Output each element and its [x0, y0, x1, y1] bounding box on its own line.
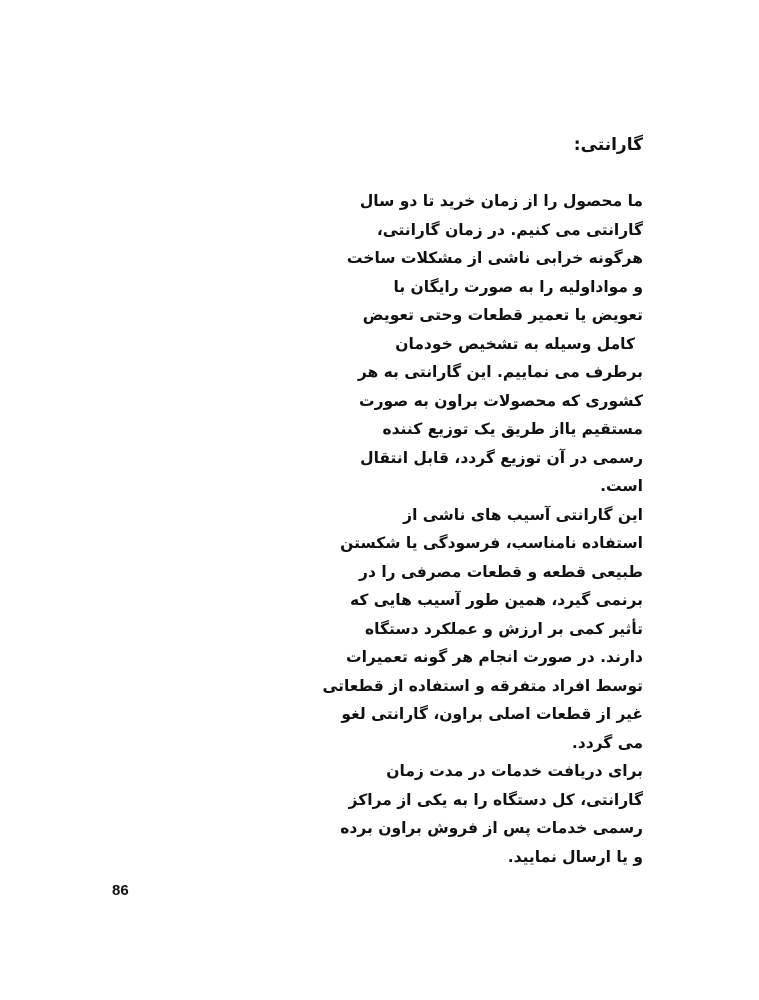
- text-line: می گردد.: [571, 733, 643, 752]
- text-line: است.: [600, 477, 643, 495]
- text-line: گارانتی می کنیم. در زمان گارانتی،: [376, 220, 643, 239]
- warranty-text: [322, 187, 643, 871]
- text-line: برنمی گیرد، همین طور آسیب هایی که: [350, 591, 643, 609]
- text-line: طبیعی قطعه و قطعات مصرفی را در: [359, 562, 643, 581]
- text-line: کشوری که محصولات براون به صورت: [359, 391, 643, 410]
- text-line: رسمی خدمات پس از فروش براون برده: [340, 819, 643, 837]
- text-line: مستقیم یااز طریق یک توزیع کننده: [382, 420, 643, 438]
- text-line: تأثیر کمی بر ارزش و عملکرد دستگاه: [365, 619, 643, 638]
- section-heading: گارانتی:: [573, 135, 643, 155]
- text-line: گارانتی، کل دستگاه را به یکی از مراکز: [348, 790, 643, 809]
- text-line: و یا ارسال نمایید.: [507, 847, 643, 866]
- text-line: دارند. در صورت انجام هر گونه تعمیرات: [346, 648, 643, 666]
- text-line: توسط افراد متفرقه و استفاده از قطعاتی: [322, 676, 643, 695]
- text-line: کامل وسیله به تشخیص خودمان: [395, 334, 635, 353]
- text-line: و مواداولیه را به صورت رایگان با: [393, 277, 643, 296]
- text-line: هرگونه خرابی ناشی از مشکلات ساخت: [346, 249, 643, 267]
- text-line: برای دریافت خدمات در مدت زمان: [386, 762, 643, 780]
- text-line: ما محصول را از زمان خرید تا دو سال: [359, 192, 643, 210]
- text-line: این گارانتی آسیب های ناشی از: [403, 505, 643, 524]
- text-line: استفاده نامناسب، فرسودگی یا شکستن: [340, 534, 643, 552]
- text-line: تعویض یا تعمیر قطعات وحتی تعویض: [362, 306, 643, 324]
- text-line: برطرف می نماییم. این گارانتی به هر: [357, 363, 643, 381]
- text-line: غیر از قطعات اصلی براون، گارانتی لغو: [341, 705, 643, 723]
- text-line: رسمی در آن توزیع گردد، قابل انتقال: [360, 448, 643, 467]
- page-number: 86: [112, 882, 129, 899]
